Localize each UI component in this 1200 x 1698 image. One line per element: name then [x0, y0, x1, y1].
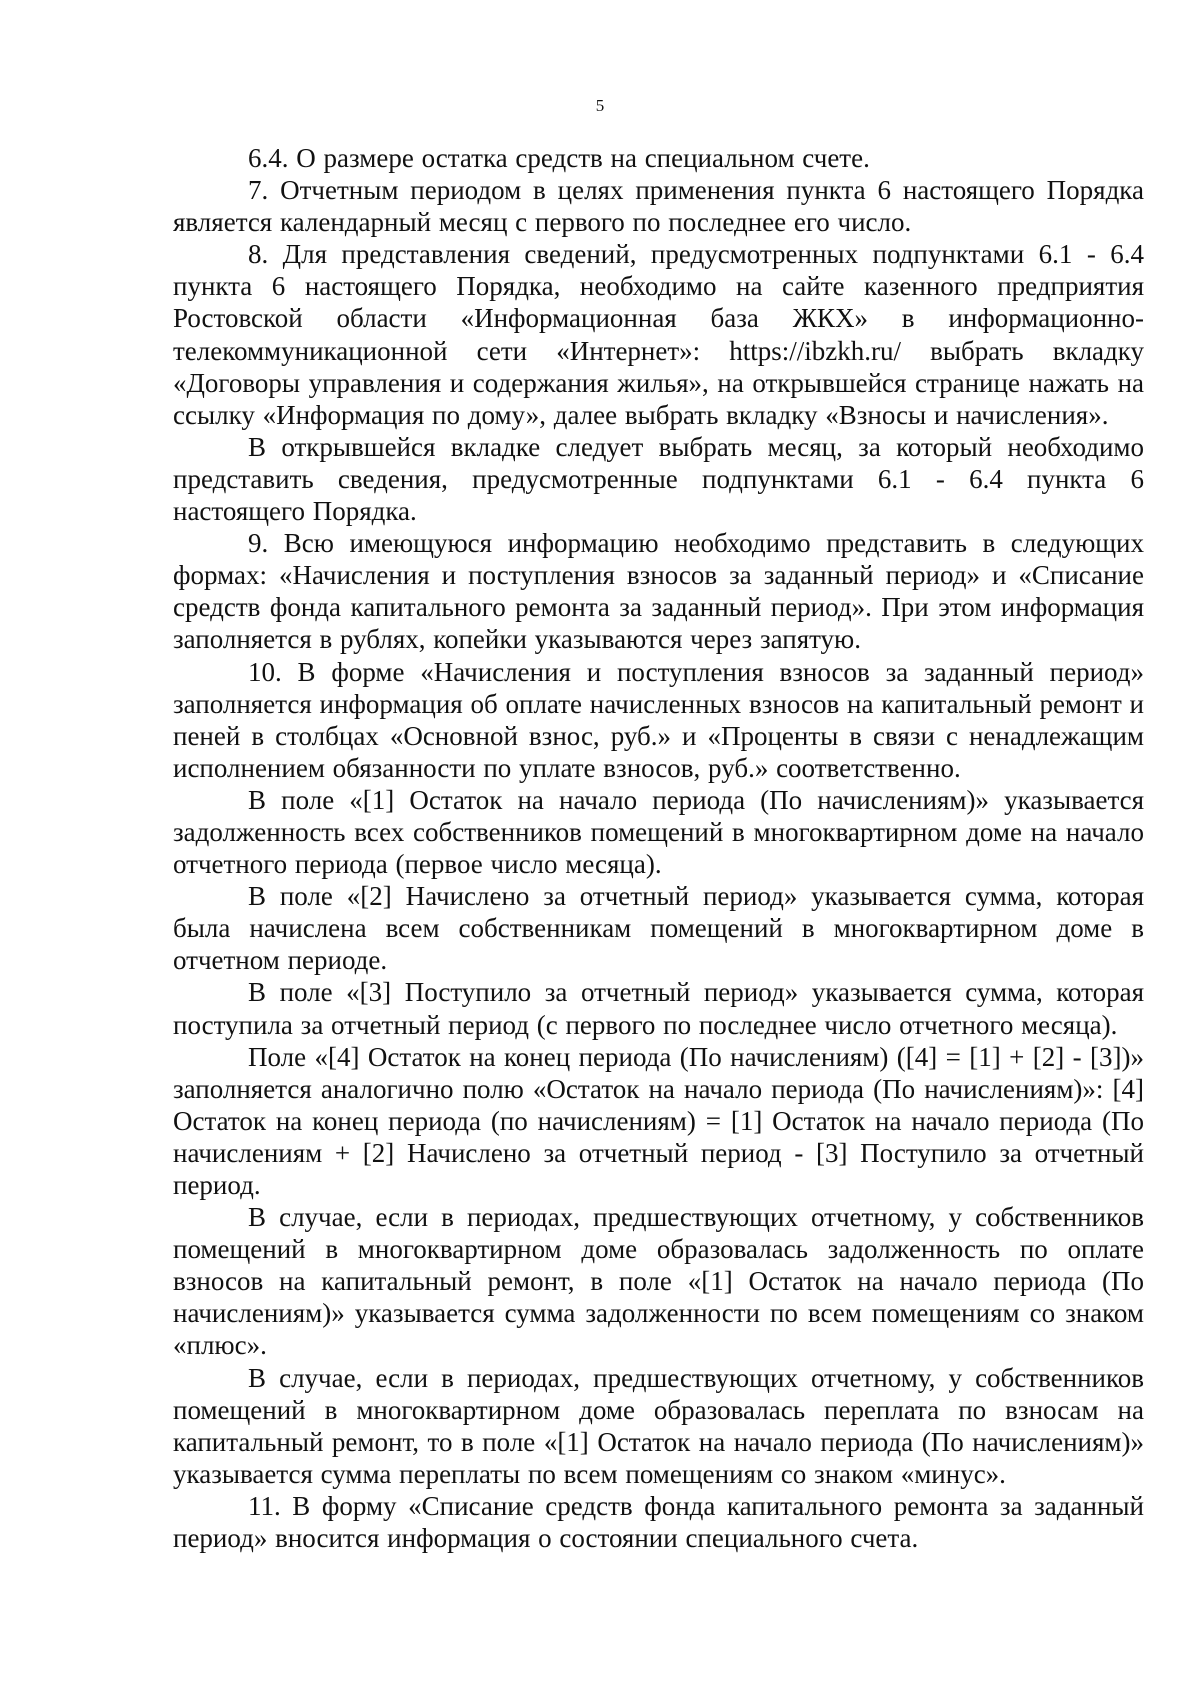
paragraph-overpayment-case: В случае, если в периодах, предшествующих отчетному, у собственников помещений в многоквартирном доме образовалась переплата по взносам на капитальный ремонт, то в поле «[1] Остаток на начало периода (По начислениям)» указывается сумма переплаты по всем помещениям со знаком «минус». [173, 1362, 1144, 1489]
paragraph-field-2: В поле «[2] Начислено за отчетный период» указывается сумма, которая была начислена всем собственникам помещений в многоквартирном доме в отчетном периоде. [173, 881, 1144, 976]
paragraph-debt-case: В случае, если в периодах, предшествующих отчетному, у собственников помещений в многоквартирном доме образовалась задолженность по оплате взносов на капитальный ремонт, в поле «[1] Остаток на начало периода (По начислениям)» указывается сумма задолженности по всем помещениям со знаком «плюс». [173, 1202, 1144, 1361]
paragraph-8-continued: В открывшейся вкладке следует выбрать месяц, за который необходимо представить сведения, предусмотренные подпунктами 6.1 - 6.4 пункта 6 настоящего Порядка. [173, 431, 1144, 527]
paragraph-field-3: В поле «[3] Поступило за отчетный период» указывается сумма, которая поступила за отчетный период (с первого по последнее число отчетного месяца). [173, 977, 1144, 1040]
paragraph-8: 8. Для представления сведений, предусмотренных подпунктами 6.1 - 6.4 пункта 6 настоящего Порядка, необходимо на сайте казенного предприятия Ростовской области «Информационная база ЖКХ» в информационно-телекоммуникационной сети «Интернет»: https://ibzkh.ru/ выбрать вкладку «Договоры управления и содержания жилья», на открывшейся странице нажать на ссылку «Информация по дому», далее выбрать вкладку «Взносы и начисления». [173, 239, 1144, 430]
paragraph-field-4: Поле «[4] Остаток на конец периода (По начислениям) ([4] = [1] + [2] - [3])» заполняется аналогично полю «Остаток на начало периода (По начислениям)»: [4] Остаток на конец периода (по начислениям) = [1] Остаток на начало периода (По начислениям + [2] Начислено за отчетный период - [3] Поступило за отчетный период. [173, 1041, 1144, 1200]
document-body [173, 142, 1144, 1554]
paragraph-11: 11. В форму «Списание средств фонда капитального ремонта за заданный период» вносится информация о состоянии специального счета. [173, 1490, 1144, 1554]
page-number: 5 [595, 96, 605, 115]
paragraph-9: 9. Всю имеющуюся информацию необходимо представить в следующих формах: «Начисления и поступления взносов за заданный период» и «Списание средств фонда капитального ремонта за заданный период». При этом информация заполняется в рублях, копейки указываются через запятую. [173, 528, 1144, 655]
paragraph-6-4: 6.4. О размере остатка средств на специальном счете. [248, 143, 870, 173]
paragraph-7: 7. Отчетным периодом в целях применения пункта 6 настоящего Порядка является календарный месяц с первого по последнее его число. [173, 175, 1144, 238]
paragraph-10: 10. В форме «Начисления и поступления взносов за заданный период» заполняется информация об оплате начисленных взносов на капитальный ремонт и пеней в столбцах «Основной взнос, руб.» и «Проценты в связи с ненадлежащим исполнением обязанности по уплате взносов, руб.» соответственно. [173, 656, 1144, 783]
paragraph-field-1: В поле «[1] Остаток на начало периода (По начислениям)» указывается задолженность всех собственников помещений в многоквартирном доме на начало отчетного периода (первое число месяца). [173, 784, 1144, 880]
